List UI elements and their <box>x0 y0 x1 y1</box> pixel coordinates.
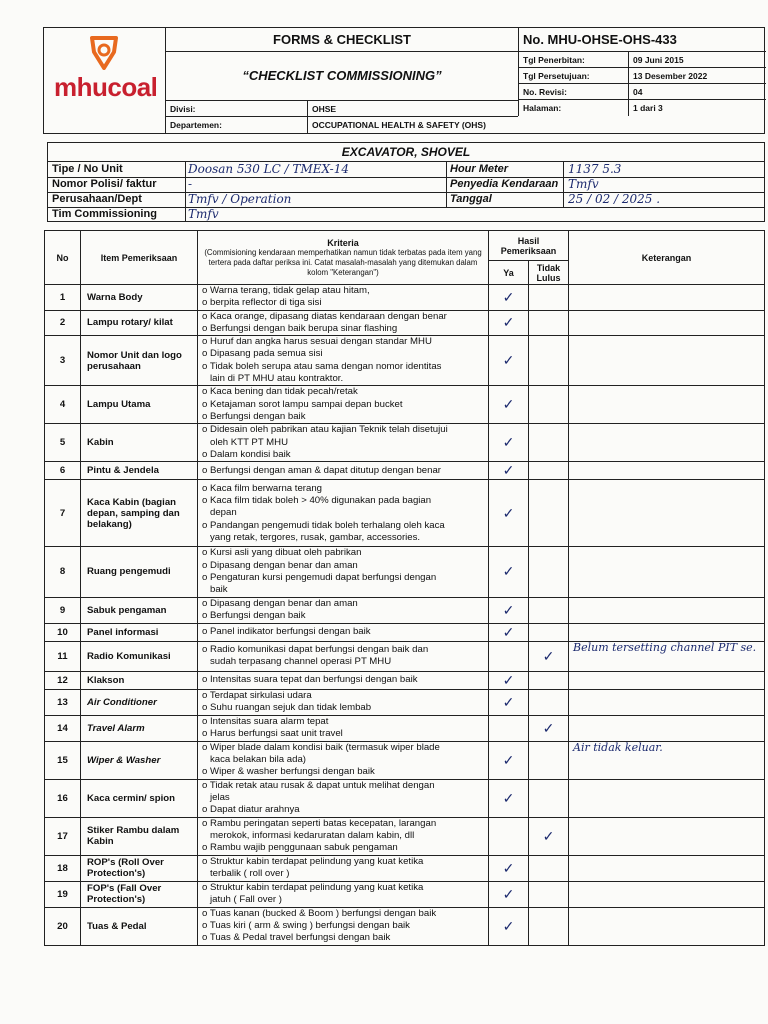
row-number: 18 <box>45 855 81 881</box>
criteria-line: terbalik ( roll over ) <box>210 868 290 880</box>
row-number: 12 <box>45 671 81 689</box>
result-tidak-lulus-checkbox[interactable] <box>529 689 569 715</box>
table-row <box>45 907 765 945</box>
criteria-line: o Harus berfungsi saat unit travel <box>202 728 488 740</box>
item-name: Ruang pengemudi <box>81 547 198 597</box>
result-ya-checkbox[interactable] <box>489 715 529 741</box>
result-ya-checkbox[interactable] <box>489 641 529 671</box>
criteria-line: o Tidak boleh serupa atau sama dengan nomor identitas <box>202 361 488 373</box>
col-item: Item Pemeriksaan <box>81 231 198 285</box>
form-category: FORMS & CHECKLIST <box>166 28 518 52</box>
division-row <box>166 100 518 117</box>
kriteria-note: (Commisioning kendaraan memperhatikan namun tidak terbatas pada item yang tertera pada daftar periksa ini. Catat masalah-masalah yang ditemukan dalam kolom "Keterangan") <box>204 247 482 277</box>
criteria-line: o Warna terang, tidak gelap atau hitam, <box>202 285 488 297</box>
criteria-line: o Didesain oleh pabrikan atau kajian Teknik telah disetujui <box>202 424 488 436</box>
meta-label: No. Revisi: <box>519 84 629 99</box>
item-name: Pintu & Jendela <box>81 462 198 480</box>
table-header-row <box>45 231 765 261</box>
criteria-cell <box>198 907 489 945</box>
result-tidak-lulus-checkbox[interactable] <box>529 741 569 779</box>
unit-label: Tim Commissioning <box>52 208 157 220</box>
meta-value: 13 Desember 2022 <box>633 71 708 81</box>
criteria-line: o Dipasang pada semua sisi <box>202 348 488 360</box>
table-row <box>45 817 765 855</box>
remarks-field[interactable] <box>569 907 765 945</box>
result-ya-checkbox[interactable]: ✓ <box>489 480 529 547</box>
division-label: Divisi: <box>166 101 308 116</box>
meta-row <box>519 52 766 68</box>
unit-value: Tmfv / Operation <box>188 192 292 206</box>
result-ya-checkbox[interactable]: ✓ <box>489 597 529 623</box>
table-row <box>45 623 765 641</box>
meta-label: Tgl Penerbitan: <box>519 52 629 67</box>
criteria-cell <box>198 336 489 386</box>
row-number: 20 <box>45 907 81 945</box>
item-name: Nomor Unit dan logo perusahaan <box>81 336 198 386</box>
remarks-field[interactable] <box>569 285 765 311</box>
col-tidak-lulus: Tidak Lulus <box>529 261 569 285</box>
criteria-cell <box>198 386 489 424</box>
criteria-line: oleh KTT PT MHU <box>210 436 289 448</box>
result-tidak-lulus-checkbox[interactable]: ✓ <box>529 715 569 741</box>
item-name: Radio Komunikasi <box>81 641 198 671</box>
meta-label: Halaman: <box>519 100 629 116</box>
criteria-line: o Intensitas suara alarm tepat <box>202 716 488 728</box>
result-tidak-lulus-checkbox[interactable] <box>529 881 569 907</box>
table-row <box>45 715 765 741</box>
criteria-line: o Berfungsi dengan baik <box>202 610 488 622</box>
document-number: No. MHU-OHSE-OHS-433 <box>518 28 766 52</box>
table-row <box>45 462 765 480</box>
col-kriteria <box>198 231 489 285</box>
result-tidak-lulus-checkbox[interactable] <box>529 480 569 547</box>
result-tidak-lulus-checkbox[interactable] <box>529 779 569 817</box>
table-row <box>45 547 765 597</box>
remarks-field[interactable] <box>569 386 765 424</box>
criteria-line: o Wiper blade dalam kondisi baik (termasuk wiper blade <box>202 742 488 754</box>
criteria-line: o Berfungsi dengan baik <box>202 411 488 423</box>
remarks-field[interactable] <box>569 462 765 480</box>
remarks-field[interactable] <box>569 671 765 689</box>
row-number: 13 <box>45 689 81 715</box>
form-title: “CHECKLIST COMMISSIONING” <box>242 68 442 83</box>
kriteria-title: Kriteria <box>327 237 359 248</box>
criteria-line: depan <box>210 507 237 519</box>
row-number: 4 <box>45 386 81 424</box>
criteria-line: o Huruf dan angka harus sesuai dengan standar MHU <box>202 336 488 348</box>
criteria-cell <box>198 623 489 641</box>
logo-mark-icon <box>88 34 120 70</box>
criteria-line: o Rambu peringatan seperti batas kecepatan, larangan <box>202 818 488 830</box>
criteria-cell <box>198 641 489 671</box>
item-name: Lampu Utama <box>81 386 198 424</box>
criteria-line: o Ketajaman sorot lampu sampai depan bucket <box>202 399 488 411</box>
remarks-field[interactable] <box>569 597 765 623</box>
unit-label: Penyedia Kendaraan <box>450 178 559 190</box>
meta-row <box>519 84 766 100</box>
unit-value: - <box>188 177 193 191</box>
meta-value: 09 Juni 2015 <box>633 55 684 65</box>
row-number: 6 <box>45 462 81 480</box>
criteria-cell <box>198 779 489 817</box>
criteria-line: o Radio komunikasi dapat berfungsi dengan baik dan <box>202 644 488 656</box>
item-name: Kaca cermin/ spion <box>81 779 198 817</box>
criteria-cell <box>198 689 489 715</box>
unit-label: Hour Meter <box>450 163 509 175</box>
result-tidak-lulus-checkbox[interactable] <box>529 386 569 424</box>
checklist-body <box>45 285 765 946</box>
criteria-line: o Dipasang dengan benar dan aman <box>202 598 488 610</box>
remarks-field[interactable] <box>569 623 765 641</box>
col-keterangan: Keterangan <box>569 231 765 285</box>
row-number: 19 <box>45 881 81 907</box>
unit-row <box>48 162 764 177</box>
remarks-field[interactable] <box>569 855 765 881</box>
col-no: No <box>45 231 81 285</box>
unit-row <box>48 207 764 222</box>
criteria-line: o Tuas & Pedal travel berfungsi dengan baik <box>202 932 488 944</box>
table-row <box>45 741 765 779</box>
remarks-field[interactable] <box>569 310 765 336</box>
criteria-cell <box>198 741 489 779</box>
col-hasil: Hasil Pemeriksaan <box>489 231 569 261</box>
criteria-line: o Tidak retak atau rusak & dapat untuk melihat dengan <box>202 780 488 792</box>
criteria-line: o Kursi asli yang dibuat oleh pabrikan <box>202 547 488 559</box>
result-tidak-lulus-checkbox[interactable] <box>529 285 569 311</box>
result-ya-checkbox[interactable]: ✓ <box>489 336 529 386</box>
result-ya-checkbox[interactable]: ✓ <box>489 462 529 480</box>
result-tidak-lulus-checkbox[interactable] <box>529 597 569 623</box>
criteria-cell <box>198 881 489 907</box>
row-number: 8 <box>45 547 81 597</box>
item-name: Kaca Kabin (bagian depan, samping dan belakang) <box>81 480 198 547</box>
criteria-line: o Kaca film tidak boleh > 40% digunakan pada bagian <box>202 495 488 507</box>
criteria-line: o Pengaturan kursi pengemudi dapat berfungsi dengan <box>202 572 488 584</box>
result-ya-checkbox[interactable]: ✓ <box>489 855 529 881</box>
table-row <box>45 881 765 907</box>
criteria-line: o Suhu ruangan sejuk dan tidak lembab <box>202 702 488 714</box>
result-tidak-lulus-checkbox[interactable] <box>529 462 569 480</box>
table-row <box>45 480 765 547</box>
item-name: Kabin <box>81 424 198 462</box>
criteria-cell <box>198 547 489 597</box>
criteria-line: o Kaca bening dan tidak pecah/retak <box>202 386 488 398</box>
unit-row <box>48 192 764 207</box>
criteria-cell <box>198 817 489 855</box>
criteria-cell <box>198 480 489 547</box>
remarks-field[interactable] <box>569 424 765 462</box>
remarks-field[interactable]: Belum tersetting channel PIT se. <box>569 641 765 671</box>
result-tidak-lulus-checkbox[interactable] <box>529 310 569 336</box>
remarks-field[interactable] <box>569 779 765 817</box>
unit-row <box>48 177 764 192</box>
remarks-field[interactable] <box>569 689 765 715</box>
item-name: Sabuk pengaman <box>81 597 198 623</box>
row-number: 9 <box>45 597 81 623</box>
item-name: Panel informasi <box>81 623 198 641</box>
criteria-line: merokok, informasi kedaruratan dalam kabin, dll <box>210 829 415 841</box>
criteria-line: o Dapat diatur arahnya <box>202 804 488 816</box>
item-name: Travel Alarm <box>81 715 198 741</box>
criteria-line: o Tuas kanan (bucked & Boom ) berfungsi dengan baik <box>202 908 488 920</box>
result-tidak-lulus-checkbox[interactable] <box>529 907 569 945</box>
criteria-line: baik <box>210 584 228 596</box>
item-name: FOP's (Fall Over Protection's) <box>81 881 198 907</box>
result-tidak-lulus-checkbox[interactable] <box>529 671 569 689</box>
criteria-cell <box>198 310 489 336</box>
item-name: Warna Body <box>81 285 198 311</box>
row-number: 1 <box>45 285 81 311</box>
unit-value: Tmfv <box>568 177 599 191</box>
criteria-line: o Panel indikator berfungsi dengan baik <box>202 626 488 638</box>
table-row <box>45 285 765 311</box>
table-row <box>45 310 765 336</box>
criteria-line: o Intensitas suara tepat dan berfungsi dengan baik <box>202 674 488 686</box>
col-ya: Ya <box>489 261 529 285</box>
result-ya-checkbox[interactable] <box>489 817 529 855</box>
criteria-line: o Kaca orange, dipasang diatas kendaraan dengan benar <box>202 311 488 323</box>
remarks-field[interactable]: Air tidak keluar. <box>569 741 765 779</box>
result-ya-checkbox[interactable]: ✓ <box>489 881 529 907</box>
row-number: 11 <box>45 641 81 671</box>
unit-label: Nomor Polisi/ faktur <box>52 178 157 190</box>
criteria-line: o Terdapat sirkulasi udara <box>202 690 488 702</box>
table-row <box>45 779 765 817</box>
unit-info <box>47 142 765 222</box>
table-row <box>45 597 765 623</box>
result-ya-checkbox[interactable]: ✓ <box>489 671 529 689</box>
criteria-cell <box>198 285 489 311</box>
criteria-cell <box>198 671 489 689</box>
criteria-cell <box>198 855 489 881</box>
remarks-field[interactable] <box>569 881 765 907</box>
meta-value: 1 dari 3 <box>633 103 663 113</box>
criteria-line: o Pandangan pengemudi tidak boleh terhalang oleh kaca <box>202 520 488 532</box>
criteria-line: o berpita reflector di tiga sisi <box>202 297 488 309</box>
table-row <box>45 671 765 689</box>
company-logo <box>44 28 166 134</box>
row-number: 16 <box>45 779 81 817</box>
criteria-cell <box>198 462 489 480</box>
criteria-line: o Berfungsi dengan baik berupa sinar flashing <box>202 323 488 335</box>
brand-name: mhucoal <box>54 72 158 102</box>
table-row <box>45 336 765 386</box>
unit-value: 25 / 02 / 2025 . <box>568 192 661 206</box>
remarks-field[interactable] <box>569 480 765 547</box>
table-row <box>45 855 765 881</box>
result-tidak-lulus-checkbox[interactable] <box>529 336 569 386</box>
criteria-line: o Berfungsi dengan aman & dapat ditutup dengan benar <box>202 465 488 477</box>
remarks-field[interactable] <box>569 715 765 741</box>
criteria-line: o Dalam kondisi baik <box>202 449 488 461</box>
criteria-line: kaca belakan bila ada) <box>210 753 307 765</box>
item-name: Lampu rotary/ kilat <box>81 310 198 336</box>
item-name: Klakson <box>81 671 198 689</box>
department-row <box>166 117 766 134</box>
row-number: 10 <box>45 623 81 641</box>
meta-row <box>519 100 766 116</box>
checklist-table <box>44 230 765 946</box>
result-ya-checkbox[interactable]: ✓ <box>489 779 529 817</box>
criteria-line: yang retak, tergores, rusak, gambar, accessories. <box>210 531 421 543</box>
criteria-line: jelas <box>210 791 230 803</box>
result-tidak-lulus-checkbox[interactable] <box>529 623 569 641</box>
criteria-line: o Struktur kabin terdapat pelindung yang kuat ketika <box>202 856 488 868</box>
criteria-cell <box>198 424 489 462</box>
row-number: 2 <box>45 310 81 336</box>
result-ya-checkbox[interactable]: ✓ <box>489 623 529 641</box>
row-number: 14 <box>45 715 81 741</box>
item-name: ROP's (Roll Over Protection's) <box>81 855 198 881</box>
remarks-field[interactable] <box>569 817 765 855</box>
row-number: 5 <box>45 424 81 462</box>
table-row <box>45 641 765 671</box>
table-row <box>45 689 765 715</box>
criteria-line: sudah terpasang channel operasi PT MHU <box>210 656 392 668</box>
item-name: Tuas & Pedal <box>81 907 198 945</box>
result-ya-checkbox[interactable]: ✓ <box>489 285 529 311</box>
result-ya-checkbox[interactable]: ✓ <box>489 424 529 462</box>
department-value: OCCUPATIONAL HEALTH & SAFETY (OHS) <box>312 120 486 130</box>
result-tidak-lulus-checkbox[interactable]: ✓ <box>529 817 569 855</box>
criteria-line: jatuh ( Fall over ) <box>210 894 282 906</box>
criteria-cell <box>198 597 489 623</box>
unit-value: Tmfv <box>188 207 219 221</box>
result-tidak-lulus-checkbox[interactable] <box>529 424 569 462</box>
criteria-line: o Wiper & washer berfungsi dengan baik <box>202 766 488 778</box>
row-number: 15 <box>45 741 81 779</box>
criteria-line: o Dipasang dengan benar dan aman <box>202 560 488 572</box>
item-name: Stiker Rambu dalam Kabin <box>81 817 198 855</box>
row-number: 3 <box>45 336 81 386</box>
meta-row <box>519 68 766 84</box>
result-tidak-lulus-checkbox[interactable] <box>529 547 569 597</box>
form-header <box>43 27 765 134</box>
remarks-field[interactable] <box>569 336 765 386</box>
remarks-field[interactable] <box>569 547 765 597</box>
item-name: Wiper & Washer <box>81 741 198 779</box>
result-ya-checkbox[interactable]: ✓ <box>489 310 529 336</box>
row-number: 7 <box>45 480 81 547</box>
table-row <box>45 386 765 424</box>
result-tidak-lulus-checkbox[interactable]: ✓ <box>529 641 569 671</box>
department-label: Departemen: <box>166 117 308 134</box>
table-row <box>45 424 765 462</box>
document-meta <box>518 52 766 116</box>
result-ya-checkbox[interactable]: ✓ <box>489 907 529 945</box>
unit-value: 1137 5.3 <box>568 162 622 176</box>
division-value: OHSE <box>312 104 337 114</box>
meta-value: 04 <box>633 87 643 97</box>
result-ya-checkbox[interactable]: ✓ <box>489 741 529 779</box>
criteria-line: o Rambu wajib penggunaan sabuk pengaman <box>202 842 488 854</box>
criteria-cell <box>198 715 489 741</box>
meta-label: Tgl Persetujuan: <box>519 68 629 83</box>
criteria-line: o Tuas kiri ( arm & swing ) berfungsi dengan baik <box>202 920 488 932</box>
result-ya-checkbox[interactable]: ✓ <box>489 689 529 715</box>
result-ya-checkbox[interactable]: ✓ <box>489 386 529 424</box>
unit-value: Doosan 530 LC / TMEX-14 <box>188 162 349 176</box>
unit-label: Tanggal <box>450 193 492 205</box>
result-tidak-lulus-checkbox[interactable] <box>529 855 569 881</box>
unit-label: Perusahaan/Dept <box>52 193 142 205</box>
unit-label: Tipe / No Unit <box>52 163 123 175</box>
criteria-line: lain di PT MHU atau kontraktor. <box>210 373 344 385</box>
criteria-line: o Struktur kabin terdapat pelindung yang kuat ketika <box>202 882 488 894</box>
row-number: 17 <box>45 817 81 855</box>
result-ya-checkbox[interactable]: ✓ <box>489 547 529 597</box>
unit-type-title: EXCAVATOR, SHOVEL <box>48 143 764 162</box>
criteria-line: o Kaca film berwarna terang <box>202 483 488 495</box>
item-name: Air Conditioner <box>81 689 198 715</box>
